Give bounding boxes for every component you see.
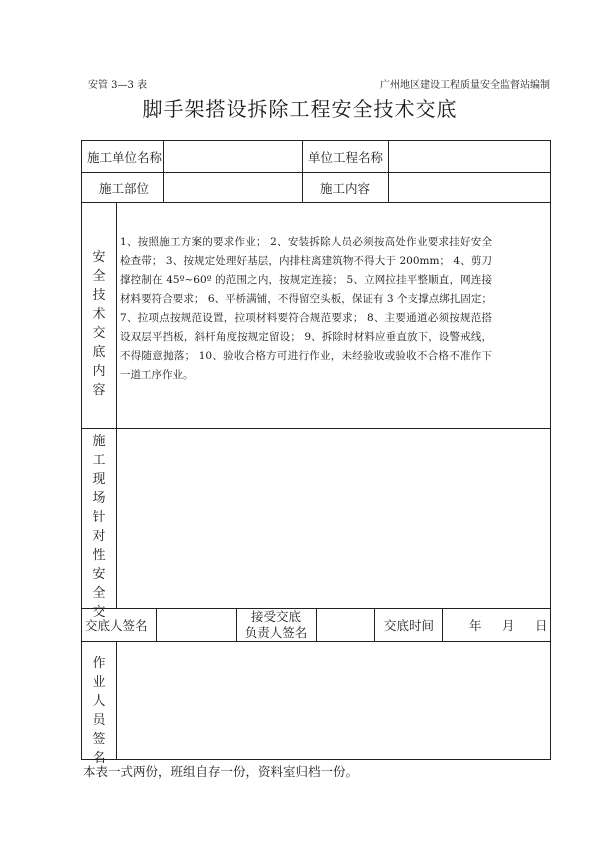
workers-label: 作业人员签名 bbox=[92, 656, 106, 766]
table-rule bbox=[163, 140, 164, 202]
date-month[interactable]: 月 bbox=[502, 618, 515, 633]
form-number: 安管 3—3 表 bbox=[88, 80, 148, 91]
receiver-label-line2: 负责人签名 bbox=[244, 625, 308, 640]
table-rule bbox=[116, 641, 117, 759]
table-border-left bbox=[81, 140, 82, 760]
table-rule bbox=[156, 608, 157, 641]
project-name-field[interactable] bbox=[393, 141, 545, 172]
table-rule bbox=[81, 641, 551, 642]
table-rule bbox=[374, 608, 375, 641]
compiler-org: 广州地区建设工程质量安全监督站编制 bbox=[380, 80, 550, 91]
discloser-signature-field[interactable] bbox=[160, 609, 232, 641]
table-border-bottom bbox=[81, 759, 551, 760]
table-rule bbox=[81, 428, 551, 429]
construction-unit-label: 施工单位名称 bbox=[87, 149, 163, 165]
table-rule bbox=[302, 140, 303, 202]
table-rule bbox=[81, 202, 551, 203]
footer-note: 本表一式两份，班组自存一份，资料室归档一份。 bbox=[83, 764, 359, 779]
construction-content-label: 施工内容 bbox=[320, 180, 371, 196]
table-border-right bbox=[550, 140, 551, 760]
page-title: 脚手架搭设拆除工程安全技术交底 bbox=[142, 97, 458, 121]
construction-content-field[interactable] bbox=[393, 173, 545, 202]
table-rule bbox=[442, 608, 443, 641]
receiver-label-line1: 接受交底 bbox=[250, 609, 301, 624]
construction-part-field[interactable] bbox=[168, 173, 298, 202]
site-measures-label: 施工现场针对性安全交 bbox=[92, 434, 106, 620]
site-measures-field[interactable] bbox=[120, 432, 546, 604]
safety-content-text: 1、按照施工方案的要求作业； 2、安装拆除人员必须按高处作业要求挂好安全检查带； 3、按规定处理好基层，内排柱离建筑物不得大于 200mm； 4、剪刀撑控制在 45º~60º 的范围之内，按规定连接； 5、立网拉挂平整顺直，网连接材料要符合要求； 6、平桥满铺，不得留空头板，保证有 3 个支撑点绑扎固定； 7、拉项点按规范设置，拉项材料要符合规范要求； 8、主要通道必须按规范搭设双层平挡板，斜杆角度按规定留设； 9、拆除时材料应垂直放下，设警戒线，不得随意抛落； 10、验收合格方可进行作业，未经验收或验收不合格不准作下一道工序作业。 bbox=[120, 236, 492, 381]
safety-content-label: 安全技术交底内容 bbox=[92, 250, 106, 398]
table-rule bbox=[316, 608, 317, 641]
receiver-signature-field[interactable] bbox=[320, 609, 370, 641]
construction-part-label: 施工部位 bbox=[99, 180, 150, 196]
workers-signature-field[interactable] bbox=[120, 645, 546, 755]
receiver-label bbox=[236, 609, 316, 641]
table-rule bbox=[388, 140, 389, 202]
disclosure-time-label: 交底时间 bbox=[384, 618, 435, 633]
date-year[interactable]: 年 bbox=[469, 618, 482, 633]
discloser-label: 交底人签名 bbox=[85, 618, 148, 633]
construction-unit-field[interactable] bbox=[168, 141, 298, 172]
table-rule bbox=[116, 202, 117, 608]
project-name-label: 单位工程名称 bbox=[308, 149, 384, 165]
date-day[interactable]: 日 bbox=[535, 618, 548, 633]
